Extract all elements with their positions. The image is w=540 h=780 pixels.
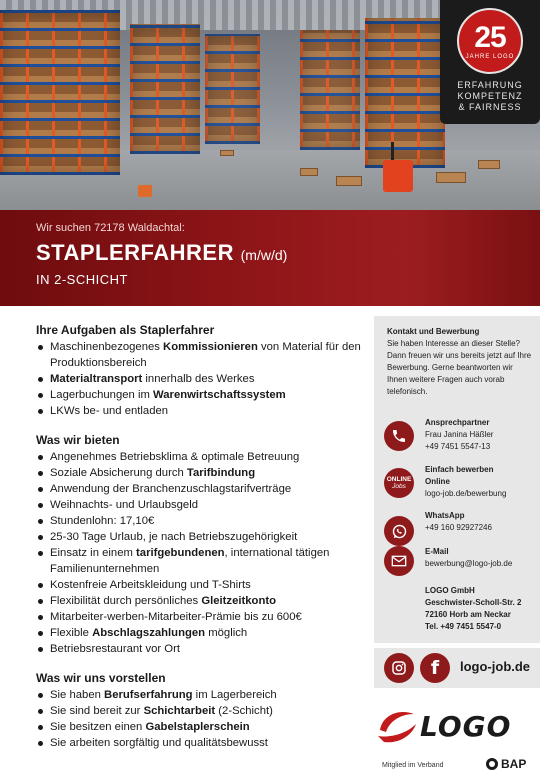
contact-panel: [374, 316, 540, 643]
company-address: [384, 585, 540, 635]
list-item-post: (2-Schicht): [215, 705, 273, 717]
contact-intro-text: Sie haben Interesse an dieser Stelle? Dann freuen wir uns bereits jetzt auf Ihre Bewerbung. Gerne beantworten wir Ihnen weitere Fragen auch vorab telefonisch.: [387, 339, 532, 396]
job-sections: [36, 322, 362, 764]
logo-wordmark: LOGO: [420, 710, 512, 743]
list-item-bold: Kommissionieren: [163, 341, 258, 353]
contact-online-text: [425, 464, 540, 500]
company-address-text: [425, 585, 540, 633]
list-item-bold: Warenwirtschaftssystem: [153, 389, 286, 401]
badge-claim: & FAIRNESS: [458, 102, 522, 112]
email-icon[interactable]: [384, 546, 414, 576]
section-heading: Was wir uns vorstellen: [36, 671, 166, 685]
list-item-pre: Stundenlohn: 17,10€: [50, 515, 155, 527]
list-item-pre: Maschinenbezogenes: [50, 341, 164, 353]
list-item-bold: Materialtransport: [50, 373, 143, 385]
list-item-pre: Sie besitzen einen: [50, 721, 146, 733]
warehouse-rack: [365, 18, 445, 168]
pallet: [336, 176, 362, 186]
list-item: [36, 371, 362, 387]
contact-online-heading: Einfach bewerben: [425, 465, 494, 474]
company-city: 72160 Horb am Neckar: [425, 610, 511, 619]
contact-online-label: Online: [425, 477, 450, 486]
warehouse-rack: [130, 24, 200, 154]
anniversary-badge: [440, 0, 540, 124]
pallet: [478, 160, 500, 169]
list-item-post: , international tätigen Familienunternehmen: [50, 547, 330, 575]
badge-claim: KOMPETENZ: [457, 91, 523, 101]
pallet: [300, 168, 318, 176]
social-bar: [374, 648, 540, 688]
list-item-pre: Anwendung der Branchenzuschlagstarifverträge: [50, 483, 292, 495]
title-band: [0, 210, 540, 306]
contact-whatsapp-number[interactable]: +49 160 92927246: [425, 523, 492, 532]
section-heading: Ihre Aufgaben als Staplerfahrer: [36, 323, 215, 337]
forklift-truck-distant: [138, 185, 152, 197]
contact-online: [384, 464, 540, 506]
online-jobs-icon-label: ONLINE Jobs: [386, 476, 412, 490]
job-section: [36, 322, 362, 419]
list-item: [36, 529, 362, 545]
contact-email-text: [425, 546, 540, 570]
list-item: [36, 625, 362, 641]
list-item: [36, 719, 362, 735]
contact-whatsapp-heading: WhatsApp: [425, 511, 465, 520]
contact-person: [384, 417, 540, 457]
list-item: [36, 339, 362, 371]
list-item-pre: Lagerbuchungen im: [50, 389, 154, 401]
contact-email-heading: E-Mail: [425, 547, 449, 556]
list-item: [36, 687, 362, 703]
job-subtitle: IN 2-SCHICHT: [36, 272, 128, 287]
list-item-pre: Weihnachts- und Urlaubsgeld: [50, 499, 198, 511]
contact-intro: [387, 326, 535, 398]
company-name: LOGO GmbH: [425, 586, 475, 595]
contact-person-phone[interactable]: +49 7451 5547-13: [425, 442, 491, 451]
location-kicker: Wir suchen 72178 Waldachtal:: [36, 222, 185, 234]
contact-person-heading: Ansprechpartner: [425, 418, 490, 427]
association-logo: [486, 757, 526, 771]
badge-claim: ERFAHRUNG: [457, 80, 523, 90]
contact-person-text: [425, 417, 540, 453]
list-item: [36, 449, 362, 465]
hero-warehouse-photo: [0, 0, 540, 210]
contact-online-url[interactable]: logo-job.de/bewerbung: [425, 489, 507, 498]
contact-email-address[interactable]: bewerbung@logo-job.de: [425, 559, 513, 568]
list-item-pre: Betriebsrestaurant vor Ort: [50, 643, 180, 655]
pallet: [436, 172, 466, 183]
list-item-pre: LKWs be- und entladen: [50, 405, 169, 417]
contact-whatsapp-text: [425, 510, 540, 534]
logo-brand: [376, 702, 526, 752]
job-section: [36, 432, 362, 657]
list-item: [36, 497, 362, 513]
list-item-bold: Abschlagszahlungen: [92, 627, 206, 639]
phone-icon[interactable]: [384, 421, 414, 451]
contact-person-name: Frau Janina Häßler: [425, 430, 494, 439]
list-item: [36, 609, 362, 625]
job-title: [36, 240, 287, 266]
company-phone[interactable]: Tel. +49 7451 5547-0: [425, 622, 502, 631]
pallet: [220, 150, 234, 156]
list-item-bold: Berufserfahrung: [104, 689, 193, 701]
list-item-pre: Einsatz in einem: [50, 547, 137, 559]
list-item-pre: Flexible: [50, 627, 93, 639]
list-item: [36, 387, 362, 403]
badge-number: 25: [474, 20, 506, 54]
list-item-pre: Angenehmes Betriebsklima & optimale Betreuung: [50, 451, 300, 463]
badge-circle: [457, 8, 523, 74]
association-name: BAP: [501, 757, 527, 771]
warehouse-rack: [0, 10, 120, 175]
list-item-pre: Sie sind bereit zur: [50, 705, 144, 717]
list-item-post: im Lagerbereich: [192, 689, 277, 701]
contact-email: [384, 544, 540, 580]
section-list: [36, 449, 362, 657]
warehouse-rack: [205, 34, 260, 144]
website-link[interactable]: logo-job.de: [460, 659, 531, 674]
list-item-pre: Sie arbeiten sorgfältig und qualitätsbewusst: [50, 737, 268, 749]
list-item-pre: Mitarbeiter-werben-Mitarbeiter-Prämie bis zu 600€: [50, 611, 302, 623]
list-item: [36, 577, 362, 593]
badge-claims: [457, 80, 523, 113]
facebook-icon[interactable]: f: [420, 653, 450, 683]
list-item-pre: 25-30 Tage Urlaub, je nach Betriebszugehörigkeit: [50, 531, 298, 543]
list-item: [36, 641, 362, 657]
list-item: [36, 513, 362, 529]
list-item-pre: Sie haben: [50, 689, 105, 701]
job-title-text: STAPLERFAHRER: [36, 240, 234, 265]
instagram-icon[interactable]: [384, 653, 414, 683]
list-item-pre: Flexibilität durch persönliches: [50, 595, 202, 607]
list-item: [36, 403, 362, 419]
list-item-bold: Schichtarbeit: [143, 705, 216, 717]
contact-whatsapp: [384, 512, 540, 548]
job-section: [36, 670, 362, 751]
list-item: [36, 703, 362, 719]
list-item: [36, 735, 362, 751]
section-heading: Was wir bieten: [36, 433, 120, 447]
list-item-pre: Kostenfreie Arbeitskleidung und T-Shirts: [50, 579, 251, 591]
warehouse-rack: [300, 30, 360, 150]
forklift-truck: [383, 160, 413, 192]
online-jobs-icon[interactable]: [384, 468, 414, 498]
section-list: [36, 339, 362, 419]
list-item: [36, 465, 362, 481]
list-item-post: innerhalb des Werkes: [142, 373, 255, 385]
member-note: Mitglied im Verband: [382, 762, 444, 769]
list-item-bold: Gabelstaplerschein: [145, 721, 250, 733]
list-item-bold: Gleitzeitkonto: [201, 595, 277, 607]
contact-heading: Kontakt und Bewerbung: [387, 327, 480, 336]
list-item-post: möglich: [205, 627, 248, 639]
list-item-pre: Soziale Absicherung durch: [50, 467, 187, 479]
job-gender: (m/w/d): [240, 247, 288, 263]
section-list: [36, 687, 362, 751]
badge-subtitle: JAHRE LOGO: [465, 53, 515, 60]
company-street: Geschwister-Scholl-Str. 2: [425, 598, 522, 607]
whatsapp-icon[interactable]: [384, 516, 414, 546]
bap-mark-icon: [486, 758, 498, 770]
list-item: [36, 545, 362, 577]
list-item: [36, 593, 362, 609]
list-item-bold: Tarifbindung: [186, 467, 256, 479]
list-item-bold: tarifgebundenen: [136, 547, 225, 559]
list-item-post: von Material für den Produktionsbereich: [50, 341, 361, 369]
logo-mark-icon: [376, 706, 418, 746]
list-item: [36, 481, 362, 497]
